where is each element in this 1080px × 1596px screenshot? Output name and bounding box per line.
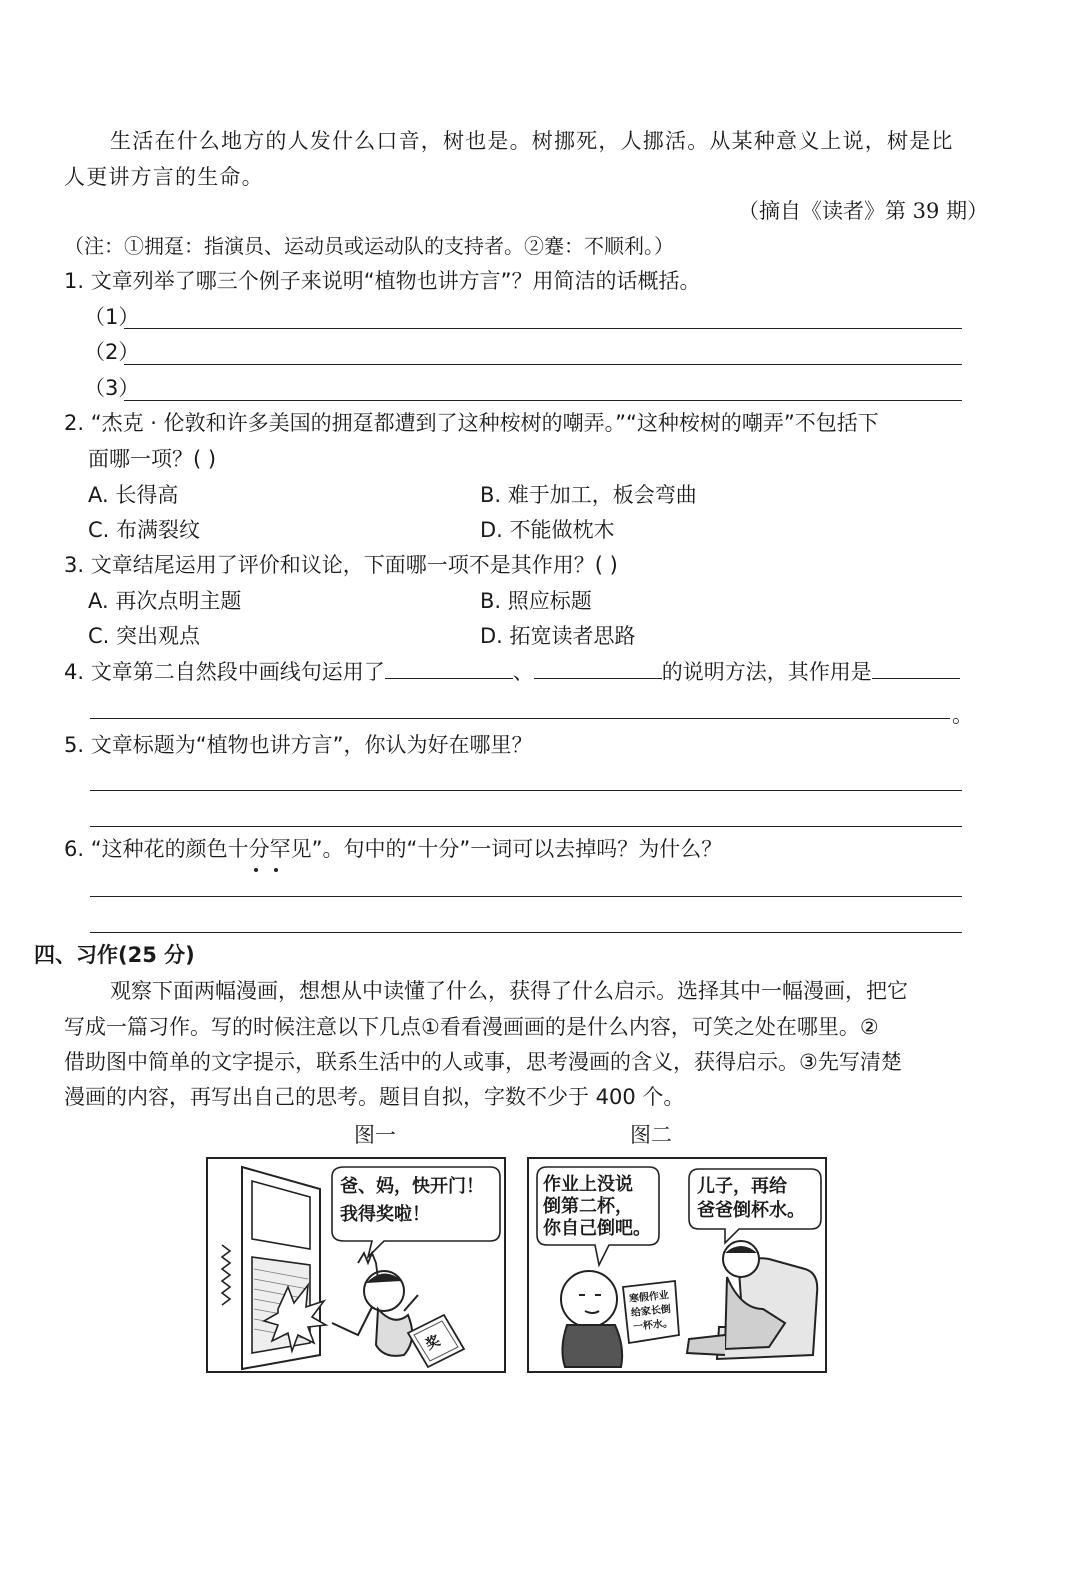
section-4-line-4: 漫画的内容，再写出自己的思考。题目自拟，字数不少于 400 个。 [64,1085,685,1109]
q2-option-a[interactable]: A. 长得高 [88,483,179,507]
q2-option-c[interactable]: C. 布满裂纹 [88,518,201,542]
q4-text-part-1: 4. 文章第二自然段中画线句运用了 [64,660,385,684]
q6-answer-line-2[interactable] [90,932,962,933]
q6-answer-line-1[interactable] [90,896,962,897]
comic-1-certificate-label: 奖 [423,1332,443,1354]
q4-separator: 、 [512,660,534,684]
q5-answer-line-1[interactable] [90,790,962,791]
q3-option-a[interactable]: A. 再次点明主题 [88,589,242,613]
passage-line-1: 生活在什么地方的人发什么口音，树也是。树挪死，人挪活。从某种意义上说，树是比 [110,129,954,153]
question-6: 6. “这种花的颜色十分罕见”。句中的“十分”一词可以去掉吗？为什么？ [64,837,723,861]
comic-2-paper-line-1: 寒假作业 [628,1289,670,1306]
q1-answer-line-2[interactable] [124,364,962,365]
q3-option-d[interactable]: D. 拓宽读者思路 [480,624,636,648]
section-4-line-1: 观察下面两幅漫画，想想从中读懂了什么，获得了什么启示。选择其中一幅漫画，把它 [110,979,908,1003]
passage-note: （注：①拥趸：指演员、运动员或运动队的支持者。②蹇：不顺利。） [64,234,674,258]
comic-2-child-line-3: 你自己倒吧。 [543,1218,651,1239]
question-4 [64,656,960,687]
comic-2-child-line-2: 倒第二杯， [543,1196,633,1217]
q4-text-part-2: 的说明方法，其作用是 [661,660,872,684]
q1-item-3-label: （3） [84,376,140,400]
passage-source: （摘自《读者》第 39 期） [738,199,989,223]
figure-2-title: 图二 [630,1123,672,1147]
q1-answer-line-3[interactable] [124,400,962,401]
comic-2-father-line-2: 爸爸倒杯水。 [697,1200,805,1221]
section-4-line-3: 借助图中简单的文字提示，联系生活中的人或事，思考漫画的含义，获得启示。③先写清楚 [64,1050,902,1074]
figure-1-title: 图一 [354,1123,396,1147]
q4-answer-line[interactable] [90,718,950,719]
question-2-line-2: 面哪一项？( ) [88,447,217,471]
q1-item-1-label: （1） [84,305,140,329]
passage-line-2: 人更讲方言的生命。 [64,165,264,189]
comic-1-bubble-line-2: 我得奖啦！ [340,1204,430,1225]
comic-1-bubble-line-1: 爸、妈，快开门！ [340,1176,484,1197]
q4-blank-2[interactable] [534,656,662,679]
q4-blank-3[interactable] [872,656,960,679]
q2-option-d[interactable]: D. 不能做枕木 [480,518,615,542]
comic-figure-2 [527,1157,827,1373]
question-3: 3. 文章结尾运用了评价和议论，下面哪一项不是其作用？( ) [64,553,618,577]
comic-figure-1 [206,1157,506,1373]
q4-end-mark: 。 [952,703,973,727]
q4-blank-1[interactable] [385,656,513,679]
question-2-line-1: 2. “杰克 · 伦敦和许多美国的拥趸都遭到了这种桉树的嘲弄。”“这种桉树的嘲弄”不包括下 [64,411,879,435]
q1-answer-line-1[interactable] [124,328,962,329]
comic-2-paper-line-3: 一杯水。 [632,1317,674,1334]
comic-2-father-line-1: 儿子，再给 [697,1176,787,1197]
q3-option-c[interactable]: C. 突出观点 [88,624,201,648]
question-5: 5. 文章标题为“植物也讲方言”，你认为好在哪里？ [64,733,533,757]
emphasis-dot [254,868,258,872]
q1-item-2-label: （2） [84,340,140,364]
section-4-heading: 四、习作(25 分) [34,943,195,967]
q2-option-b[interactable]: B. 难于加工，板会弯曲 [480,483,697,507]
question-1: 1. 文章列举了哪三个例子来说明“植物也讲方言”？用简洁的话概括。 [64,269,701,293]
q3-option-b[interactable]: B. 照应标题 [480,589,592,613]
q5-answer-line-2[interactable] [90,826,962,827]
emphasis-dot [274,868,278,872]
section-4-line-2: 写成一篇习作。写的时候注意以下几点①看看漫画画的是什么内容，可笑之处在哪里。② [64,1015,879,1039]
comic-2-child-line-1: 作业上没说 [543,1174,633,1195]
comic-2-paper-line-2: 给家长倒 [630,1303,672,1320]
